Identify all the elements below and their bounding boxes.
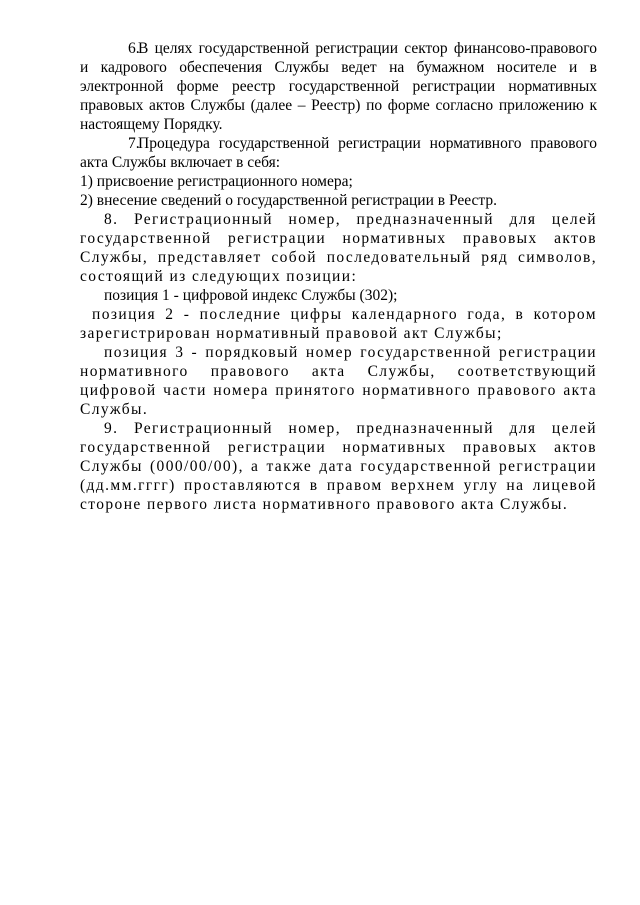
paragraph-9: 9. Регистрационный номер, предназначенный для целей государственной регистрации нормативных правовых актов Службы (000/00/00), а также дата государственной регистрации (дд.мм.гггг) проставляются в правом верхнем углу на лицевой стороне первого листа нормативного правового акта Службы. (80, 420, 597, 513)
position-1: позиция 1 - цифровой индекс Службы (302); (104, 287, 398, 304)
paragraph-6-text: В целях государственной регистрации сектор финансово-правового и кадрового обеспечения Службы ведет на бумажном носителе и в электронной форме реестр государственной регистрации нормативных правовых актов Службы (далее – Реестр) по форме согласно приложению к настоящему Порядку. (80, 40, 597, 133)
paragraph-7-number: 7. (128, 135, 140, 152)
paragraph-6-number: 6. (128, 40, 140, 57)
paragraph-7 (80, 134, 597, 172)
document-page (80, 39, 597, 514)
paragraph-6 (80, 39, 597, 134)
position-3: позиция 3 - порядковый номер государственной регистрации нормативного правового акта Службы, соответствующий цифровой части номера принятого нормативного правового акта Службы. (80, 344, 597, 418)
paragraph-8: 8. Регистрационный номер, предназначенный для целей государственной регистрации нормативных правовых актов Службы, представляет собой последовательный ряд символов, состоящий из следующих позиции: (80, 211, 597, 285)
position-2: позиция 2 - последние цифры календарного года, в котором зарегистрирован нормативный правовой акт Службы; (80, 306, 597, 342)
list-item-1: 1) присвоение регистрационного номера; (80, 173, 353, 190)
paragraph-7-text: Процедура государственной регистрации нормативного правового акта Службы включает в себя: (80, 135, 597, 171)
list-item-2: 2) внесение сведений о государственной регистрации в Реестр. (80, 192, 497, 209)
